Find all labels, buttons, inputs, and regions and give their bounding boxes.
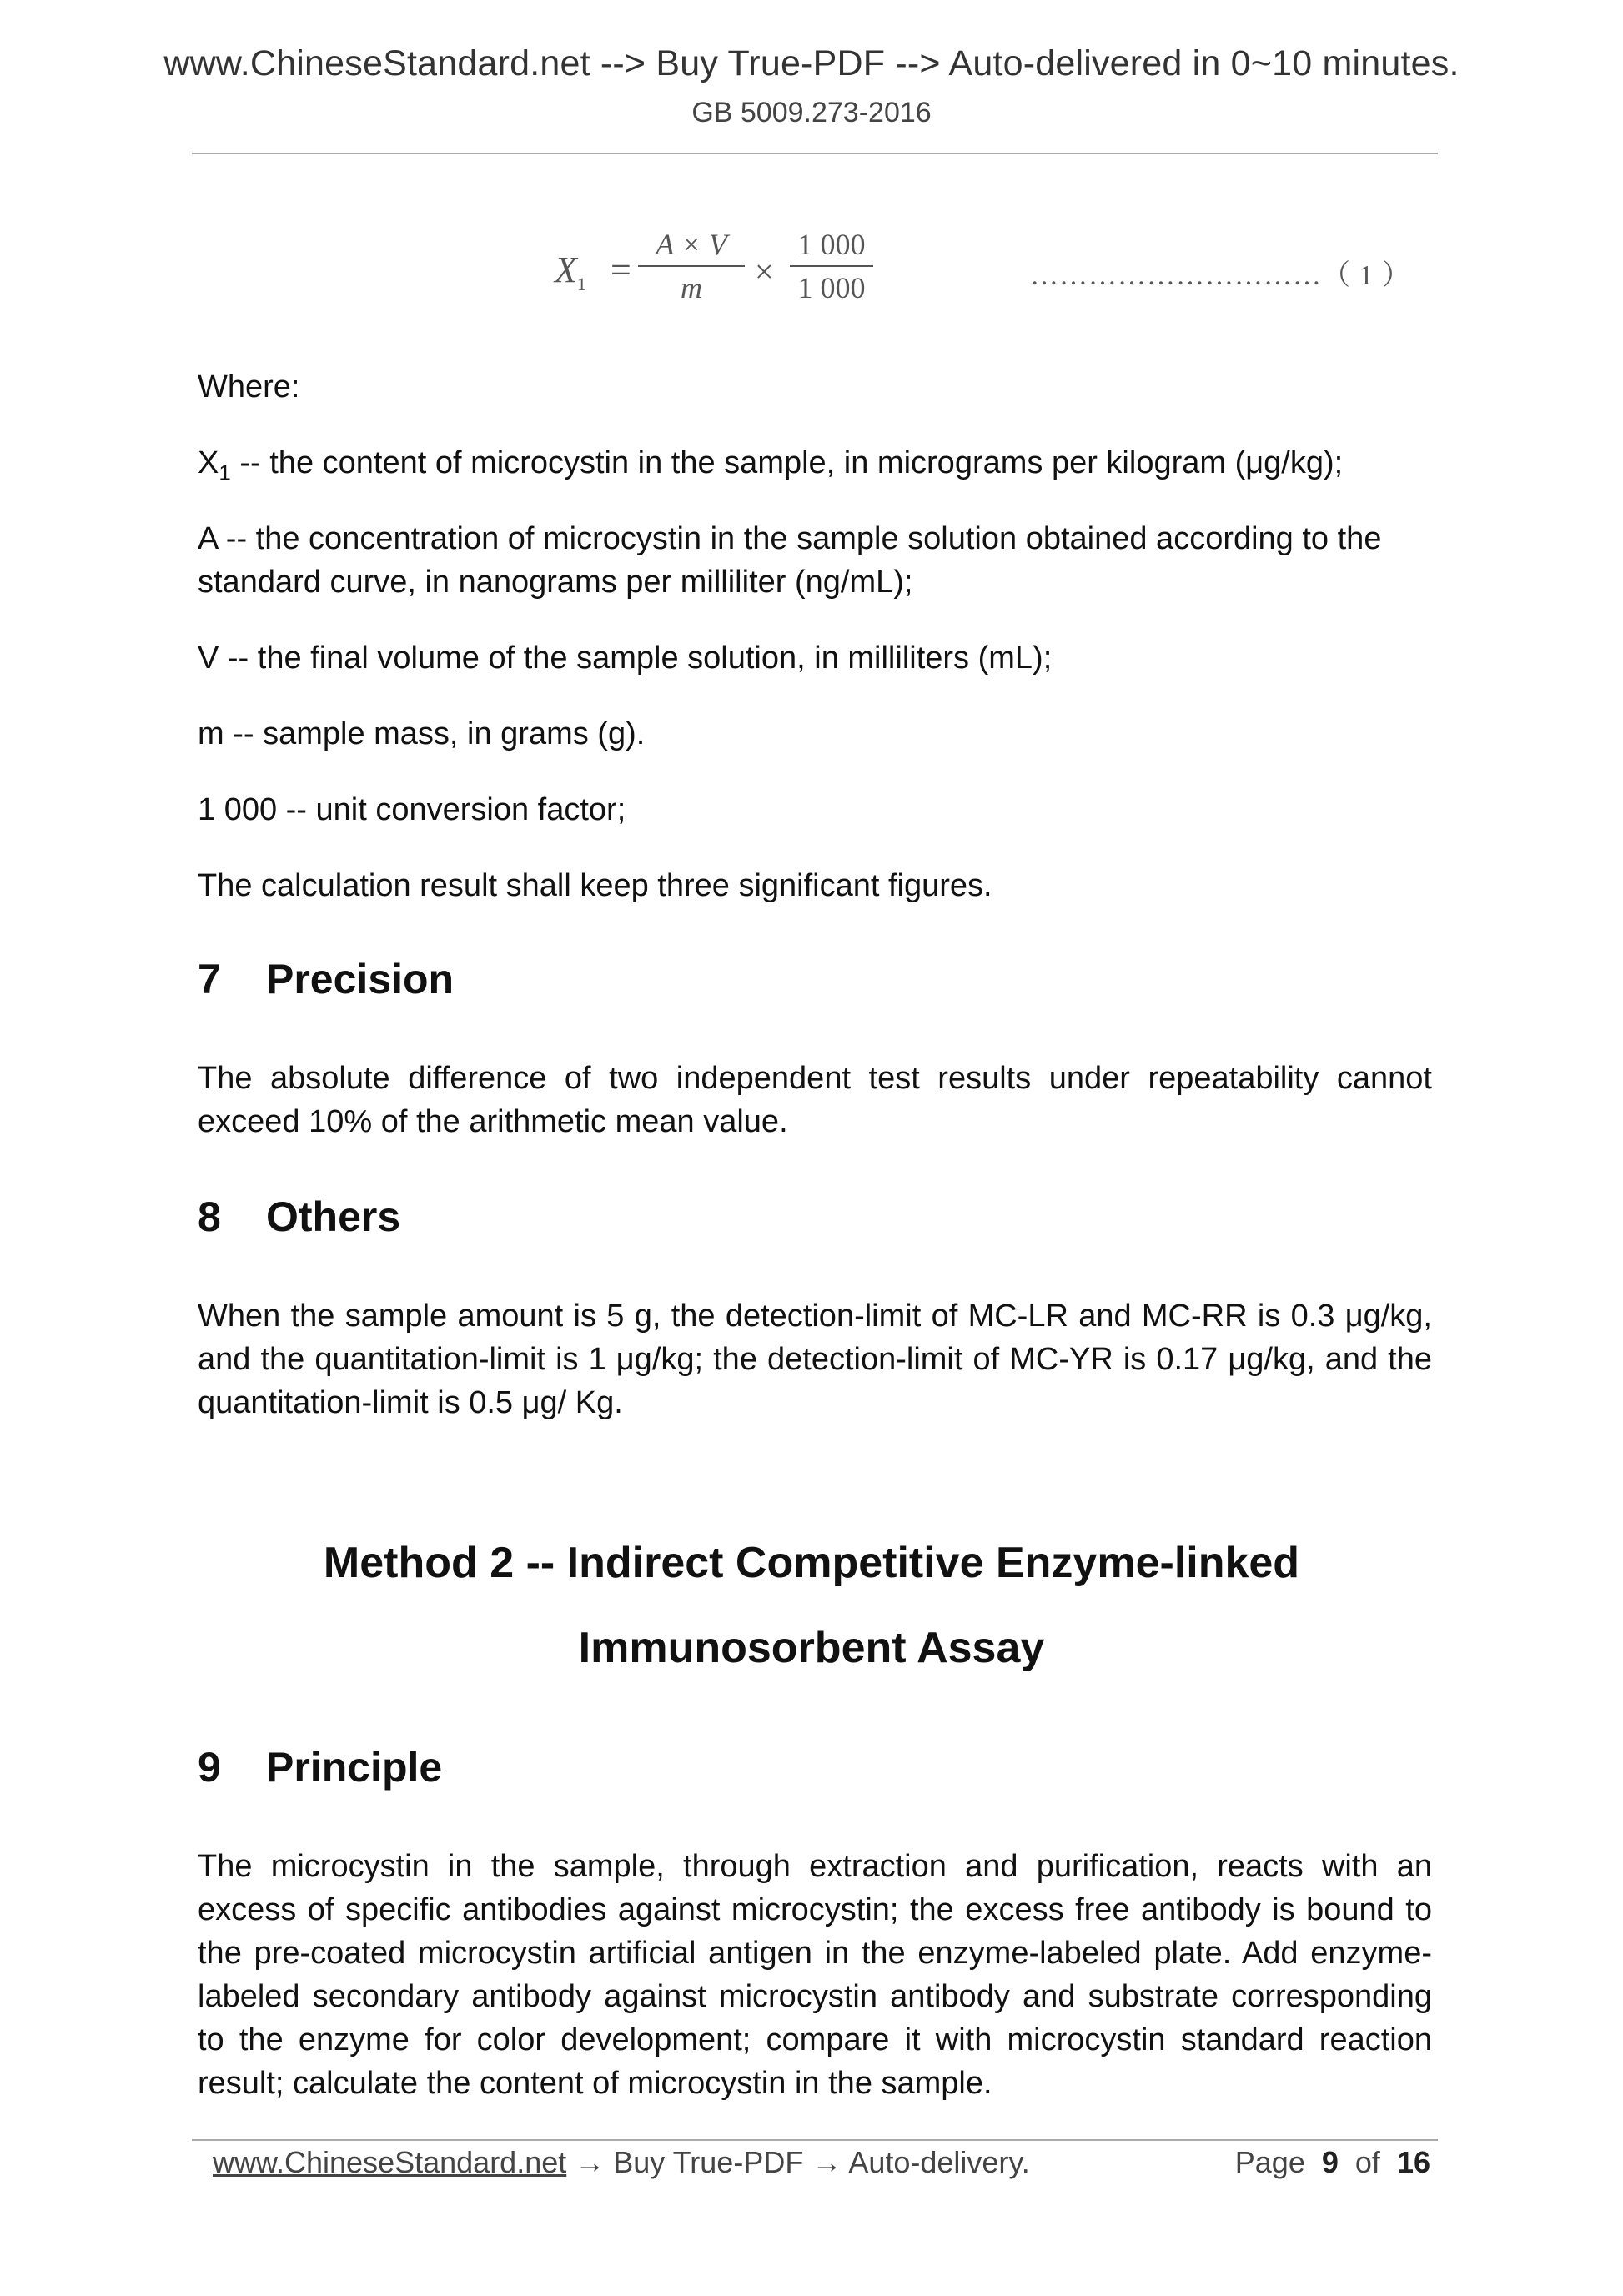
footer-tail: → Buy True-PDF → Auto-delivery.: [566, 2145, 1030, 2179]
formula-equals: =: [611, 249, 631, 290]
of-label: of: [1354, 2145, 1380, 2179]
fraction-denominator: m: [681, 271, 702, 304]
header-doc-code: GB 5009.273-2016: [691, 97, 932, 128]
footer-divider: [192, 2139, 1438, 2141]
formula-times: ×: [755, 253, 774, 290]
formula-1: [555, 225, 1439, 317]
formula-lhs-var: X: [555, 249, 577, 290]
method-2-title-line-2: Immunosorbent Assay: [578, 1624, 1045, 1672]
section-9-heading: [198, 1743, 442, 1791]
fraction-bar: [790, 265, 873, 267]
footer: [213, 2145, 1430, 2180]
definition-m: m -- sample mass, in grams (g).: [198, 716, 646, 751]
page-label: Page: [1234, 2145, 1305, 2179]
section-9-body: The microcystin in the sample, through extraction and purification, reacts with an excess of specific antibodies against microcystin; the excess free antibody is bound to the pre-coated microcystin artificial antigen in the enzyme-labeled plate. Add enzyme-labeled secondary antibody against microcystin antibody and substrate corresponding to the enzyme for color development; compare it with microcystin standard reaction result; calculate the content of microcystin in the sample.: [198, 1849, 1432, 2101]
section-8-body: When the sample amount is 5 g, the detection-limit of MC-LR and MC-RR is 0.3 μg/kg, and the quantitation-limit is 1 μg/kg; the detection-limit of MC-YR is 0.17 μg/kg, and the quantitation-limit is 0.5 μg/ Kg.: [198, 1299, 1432, 1420]
formula-fraction-unit: [790, 225, 873, 307]
page-indicator: [1235, 2145, 1430, 2180]
definition-a: A -- the concentration of microcystin in the sample solution obtained according to the standard curve, in nanograms per milliliter (ng/mL);: [198, 521, 1382, 600]
section-8-heading: [198, 1193, 400, 1241]
section-number: 8: [198, 1193, 221, 1240]
x1-desc: -- the content of microcystin in the sample, in micrograms per kilogram (μg/kg);: [230, 445, 1344, 480]
definition-factor: 1 000 -- unit conversion factor;: [198, 792, 626, 827]
footer-link[interactable]: www.ChineseStandard.net: [213, 2145, 567, 2179]
header-site-line: www.ChineseStandard.net --> Buy True-PDF --> Auto-delivered in 0~10 minutes.: [163, 43, 1460, 83]
where-intro: Where:: [198, 369, 300, 404]
section-title: Principle: [266, 1744, 443, 1791]
definition-x1: [198, 441, 1432, 495]
formula-reference-number: …………………………（ 1 ）: [1030, 260, 1411, 291]
result-note: The calculation result shall keep three significant figures.: [198, 868, 992, 903]
x1-var: X: [198, 445, 219, 480]
section-number: 7: [198, 956, 221, 1002]
fraction-bar: [638, 265, 745, 267]
section-7-heading: [198, 955, 454, 1003]
definition-v: V -- the final volume of the sample solution, in milliliters (mL);: [198, 641, 1053, 676]
formula-lhs: [555, 249, 586, 295]
header-divider: [192, 153, 1438, 154]
fraction-numerator: A × V: [656, 228, 727, 261]
page-number: 9: [1321, 2145, 1339, 2179]
fraction-denominator: 1 000: [797, 271, 866, 304]
section-title: Precision: [266, 956, 455, 1002]
formula-fraction-av-over-m: [638, 225, 745, 307]
page-total: 16: [1396, 2145, 1430, 2179]
section-7-body: The absolute difference of two independent test results under repeatability cannot exceed 10% of the arithmetic mean value.: [198, 1061, 1432, 1139]
formula-lhs-sub: 1: [576, 273, 586, 294]
section-title: Others: [266, 1193, 401, 1240]
fraction-numerator: 1 000: [797, 228, 866, 261]
section-number: 9: [198, 1744, 221, 1791]
method-2-title-line-1: Method 2 -- Indirect Competitive Enzyme-linked: [323, 1539, 1300, 1587]
x1-sub: 1: [219, 460, 231, 485]
